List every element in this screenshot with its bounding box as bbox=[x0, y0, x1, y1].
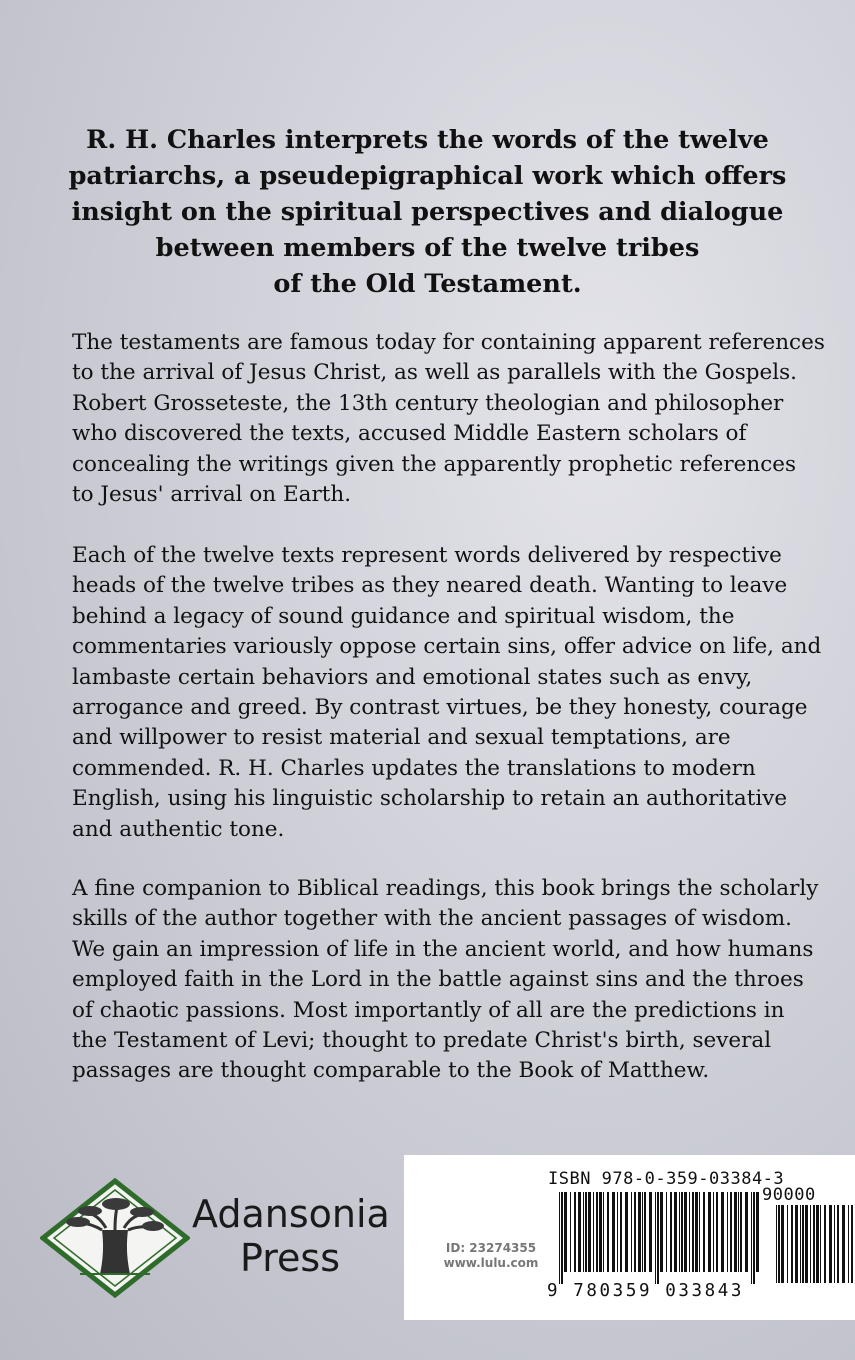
barcode-bar bbox=[716, 1192, 718, 1272]
intro-line: R. H. Charles interprets the words of the twelve bbox=[86, 125, 769, 155]
barcode-bar bbox=[679, 1192, 680, 1272]
paragraph-line: Robert Grosseteste, the 13th century theologian and philosopher bbox=[72, 390, 784, 416]
barcode-bar bbox=[824, 1205, 826, 1283]
paragraph-line: and willpower to resist material and sexual temptations, are bbox=[72, 725, 731, 751]
barcode-bar bbox=[829, 1205, 832, 1283]
barcode-bar bbox=[816, 1205, 819, 1283]
paragraph-line: skills of the author together with the ancient passages of wisdom. bbox=[72, 906, 793, 932]
publisher-name-line1: Adansonia bbox=[192, 1192, 390, 1236]
barcode-bar bbox=[596, 1192, 598, 1272]
barcode-digits: 9 780359 033843 bbox=[547, 1281, 745, 1301]
barcode-bar bbox=[810, 1205, 811, 1283]
barcode-bar bbox=[721, 1192, 724, 1272]
paragraph-line: of chaotic passions. Most importantly of all are the predictions in bbox=[72, 997, 785, 1023]
barcode-bar bbox=[689, 1192, 690, 1272]
barcode-bar bbox=[674, 1192, 677, 1272]
intro-line: of the Old Testament. bbox=[273, 269, 582, 299]
barcode-bar bbox=[734, 1192, 737, 1272]
description-paragraph-1 bbox=[72, 328, 832, 510]
paragraph-line: A fine companion to Biblical readings, this book brings the scholarly bbox=[72, 876, 819, 901]
barcode-bar bbox=[713, 1192, 714, 1272]
barcode-bar bbox=[574, 1192, 576, 1272]
barcode-bar bbox=[570, 1192, 571, 1272]
paragraph-line: employed faith in the Lord in the battle against sins and the throes bbox=[72, 967, 804, 993]
barcode-bar bbox=[684, 1192, 687, 1272]
paragraph-line: behind a legacy of sound guidance and spiritual wisdom, the bbox=[72, 603, 735, 629]
barcode-bar bbox=[564, 1192, 567, 1272]
barcode-bar bbox=[649, 1192, 652, 1272]
publisher-name bbox=[192, 1192, 390, 1280]
paragraph-line: to the arrival of Jesus Christ, as well as parallels with the Gospels. bbox=[72, 360, 798, 386]
barcode-bar bbox=[620, 1192, 622, 1272]
barcode-bar bbox=[644, 1192, 646, 1272]
barcode-bar bbox=[638, 1192, 641, 1272]
intro-line: patriarchs, a pseudepigraphical work which offers bbox=[68, 161, 787, 191]
barcode-bar bbox=[727, 1192, 728, 1272]
barcode-bar bbox=[607, 1192, 609, 1272]
description-paragraph-2 bbox=[72, 541, 832, 845]
barcode-bar bbox=[813, 1205, 815, 1283]
barcode-bar bbox=[708, 1192, 711, 1272]
barcode-bar bbox=[740, 1192, 742, 1272]
barcode-bar bbox=[617, 1192, 618, 1272]
barcode-bar bbox=[837, 1205, 839, 1283]
paragraph-line: We gain an impression of life in the ancient world, and how humans bbox=[72, 936, 814, 962]
barcode-bar bbox=[848, 1205, 849, 1283]
paragraph-line: passages are thought comparable to the Book of Matthew. bbox=[72, 1058, 710, 1084]
description-paragraph-3 bbox=[72, 874, 832, 1087]
barcode-bar bbox=[820, 1205, 821, 1283]
intro-line: insight on the spiritual perspectives and dialogue bbox=[71, 197, 784, 227]
paragraph-line: commentaries variously oppose certain sins, offer advice on life, and bbox=[72, 634, 822, 660]
publisher-name-line2: Press bbox=[240, 1236, 341, 1280]
barcode-bar bbox=[625, 1192, 628, 1272]
paragraph-line: who discovered the texts, accused Middle Eastern scholars of bbox=[72, 421, 747, 447]
baobab-tree-icon bbox=[40, 1178, 190, 1298]
paragraph-line: English, using his linguistic scholarship to retain an authoritative bbox=[72, 786, 788, 812]
paragraph-line: and authentic tone. bbox=[72, 816, 285, 842]
lulu-id: ID: 23274355 bbox=[445, 1241, 537, 1255]
barcode-bar bbox=[781, 1205, 784, 1283]
paragraph-line: The testaments are famous today for containing apparent references bbox=[72, 330, 825, 355]
barcode-bar bbox=[695, 1192, 698, 1272]
barcode-bar bbox=[756, 1192, 759, 1272]
paragraph-line: concealing the writings given the apparently prophetic references bbox=[72, 451, 796, 477]
paragraph-line: heads of the twelve tribes as they neared death. Wanting to leave bbox=[72, 573, 788, 599]
barcode-bar bbox=[681, 1192, 683, 1272]
barcode-bar bbox=[738, 1192, 739, 1272]
barcode-bar bbox=[751, 1192, 752, 1284]
paragraph-line: lambaste certain behaviors and emotional states such as envy, bbox=[72, 664, 753, 690]
price-code: 90000 bbox=[762, 1185, 816, 1205]
barcode-bar bbox=[559, 1192, 560, 1284]
barcode-bar bbox=[753, 1192, 755, 1284]
publisher-logo bbox=[40, 1178, 390, 1298]
barcode-bar bbox=[655, 1192, 656, 1284]
paragraph-line: the Testament of Levi; thought to predate Christ's birth, several bbox=[72, 1028, 772, 1054]
intro-blurb bbox=[60, 122, 795, 302]
barcode-bar bbox=[593, 1192, 594, 1272]
barcode-bar bbox=[787, 1205, 788, 1283]
barcode-bar bbox=[791, 1205, 793, 1283]
barcode-bar bbox=[578, 1192, 581, 1272]
isbn-barcode bbox=[559, 1192, 759, 1284]
paragraph-line: arrogance and greed. By contrast virtues, be they honesty, courage bbox=[72, 695, 808, 721]
barcode-bar bbox=[599, 1192, 602, 1272]
barcode-panel bbox=[404, 1155, 855, 1320]
paragraph-line: to Jesus' arrival on Earth. bbox=[72, 482, 352, 508]
paragraph-line: Each of the twelve texts represent words delivered by respective bbox=[72, 543, 782, 568]
barcode-bar bbox=[603, 1192, 604, 1272]
barcode-bar bbox=[666, 1192, 667, 1272]
barcode-bar bbox=[631, 1192, 632, 1272]
barcode-bar bbox=[583, 1192, 584, 1272]
barcode-bar bbox=[802, 1205, 804, 1283]
price-addon-barcode bbox=[776, 1205, 855, 1295]
barcode-bar bbox=[561, 1192, 563, 1284]
barcode-bar bbox=[842, 1205, 845, 1283]
barcode-bar bbox=[585, 1192, 587, 1272]
barcode-bar bbox=[657, 1192, 659, 1284]
intro-line: between members of the twelve tribes bbox=[155, 233, 700, 263]
paragraph-line: commended. R. H. Charles updates the translations to modern bbox=[72, 755, 756, 781]
barcode-bar bbox=[795, 1205, 798, 1283]
barcode-bar bbox=[800, 1205, 801, 1283]
barcode-bar bbox=[778, 1205, 780, 1283]
barcode-bar bbox=[703, 1192, 705, 1272]
barcode-bar bbox=[660, 1192, 663, 1272]
isbn-label: ISBN 978-0-359-03384-3 bbox=[548, 1169, 785, 1189]
barcode-bar bbox=[699, 1192, 700, 1272]
barcode-bar bbox=[692, 1192, 694, 1272]
barcode-bar bbox=[612, 1192, 615, 1272]
barcode-bar bbox=[634, 1192, 636, 1272]
barcode-bar bbox=[851, 1205, 853, 1283]
lulu-url: www.lulu.com bbox=[443, 1256, 539, 1270]
barcode-bar bbox=[776, 1205, 777, 1283]
barcode-bar bbox=[745, 1192, 748, 1272]
barcode-bar bbox=[670, 1192, 672, 1272]
barcode-bar bbox=[834, 1205, 835, 1283]
lulu-id-block bbox=[426, 1241, 556, 1271]
barcode-bar bbox=[805, 1205, 808, 1283]
barcode-bar bbox=[730, 1192, 732, 1272]
barcode-bar bbox=[588, 1192, 591, 1272]
barcode-bar bbox=[642, 1192, 643, 1272]
